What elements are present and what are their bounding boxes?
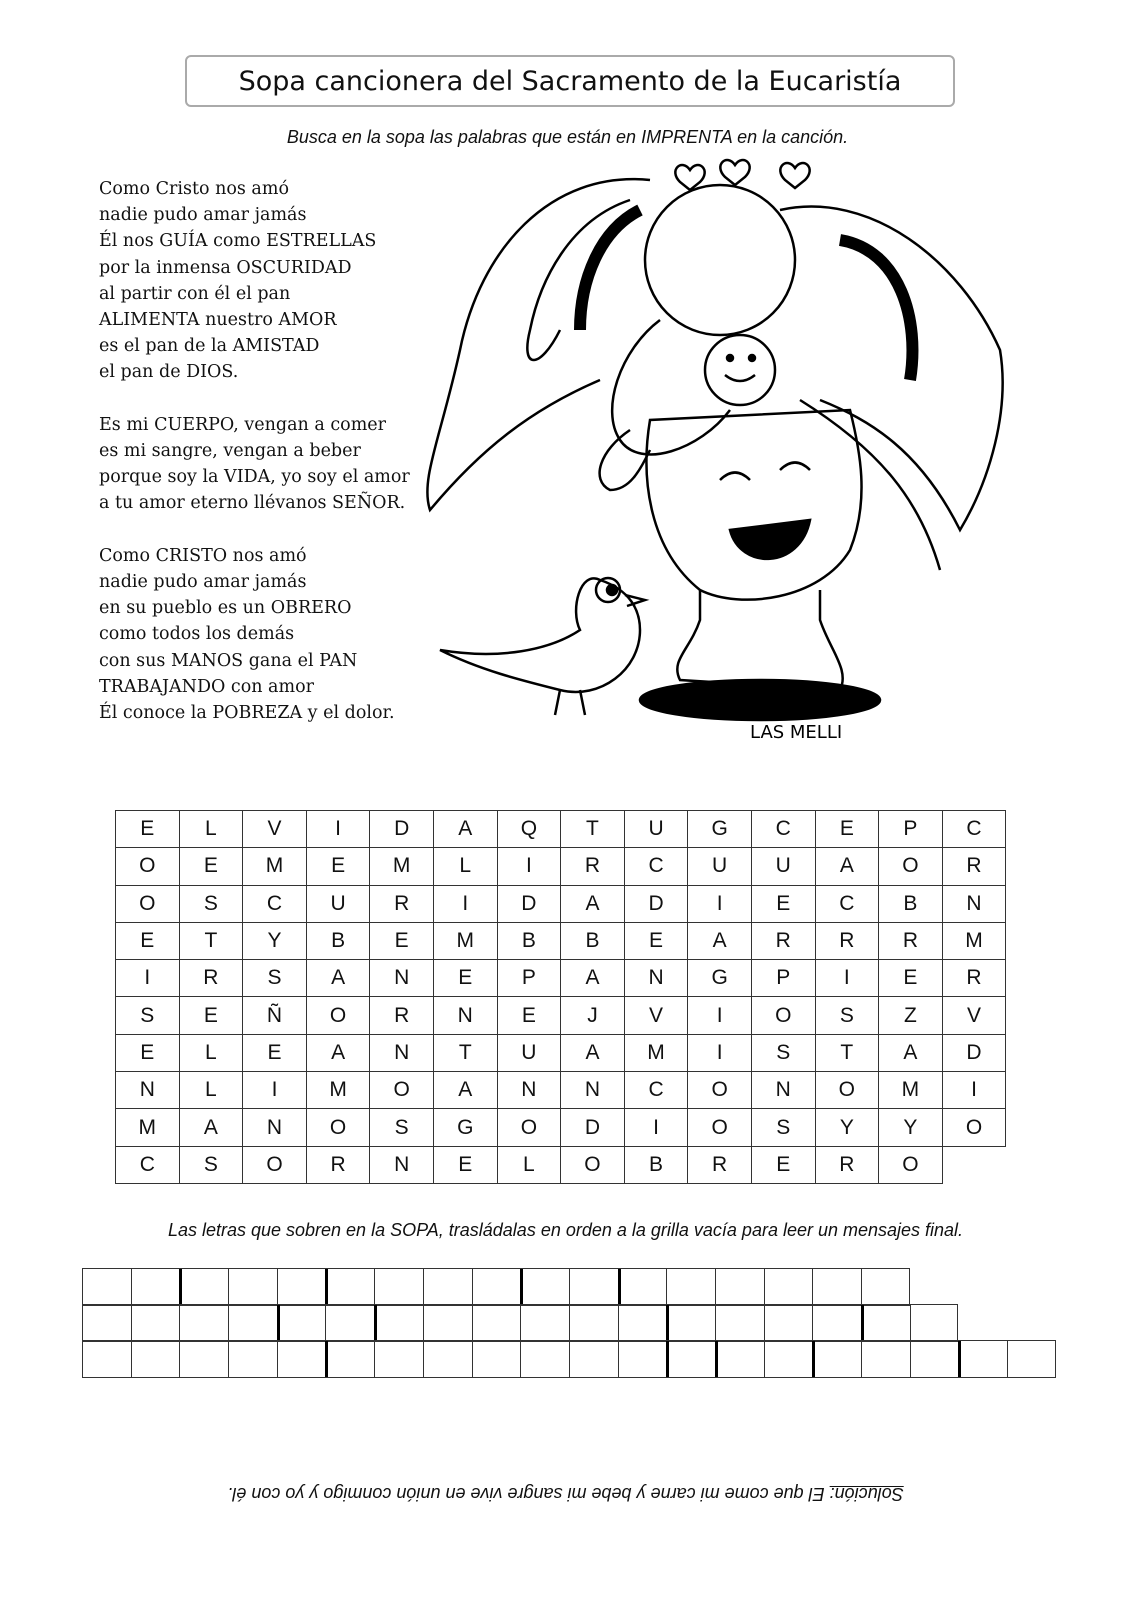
right-wing	[780, 207, 1003, 570]
grid-letter[interactable]: T	[561, 811, 625, 848]
grid-letter[interactable]: O	[688, 1072, 752, 1109]
grid-letter[interactable]: P	[497, 960, 561, 997]
grid-letter[interactable]: I	[433, 885, 497, 922]
answer-cell[interactable]	[861, 1305, 910, 1341]
grid-row	[116, 1146, 1006, 1183]
grid-letter[interactable]: R	[306, 1146, 370, 1183]
answer-cell[interactable]	[374, 1269, 423, 1305]
grid-letter[interactable]: U	[497, 1034, 561, 1071]
grid-letter[interactable]: G	[688, 811, 752, 848]
answer-cell[interactable]	[374, 1341, 423, 1377]
grid-letter[interactable]: R	[370, 997, 434, 1034]
answer-cell[interactable]	[861, 1269, 910, 1305]
answer-cell[interactable]	[958, 1341, 1007, 1377]
grid-letter[interactable]: V	[243, 811, 307, 848]
grid-letter[interactable]: D	[497, 885, 561, 922]
answer-cell[interactable]	[472, 1341, 521, 1377]
grid-letter[interactable]: I	[116, 960, 180, 997]
grid-row	[116, 885, 1006, 922]
answer-cell[interactable]	[179, 1341, 228, 1377]
answer-cell[interactable]	[131, 1305, 180, 1341]
grid-letter[interactable]: O	[306, 997, 370, 1034]
grid-letter[interactable]: A	[179, 1109, 243, 1146]
grid-letter[interactable]: C	[624, 1072, 688, 1109]
grid-letter[interactable]: R	[179, 960, 243, 997]
grid-letter[interactable]: M	[370, 848, 434, 885]
grid-letter[interactable]: O	[942, 1109, 1006, 1146]
grid-letter[interactable]: O	[116, 848, 180, 885]
answer-cell[interactable]	[131, 1269, 180, 1305]
grid-letter[interactable]: C	[751, 811, 815, 848]
lyric-line: a tu amor eterno llévanos SEÑOR.	[99, 493, 406, 514]
grid-letter[interactable]: A	[306, 1034, 370, 1071]
answer-cell[interactable]	[715, 1269, 764, 1305]
grid-letter[interactable]: V	[942, 997, 1006, 1034]
answer-cell[interactable]	[472, 1305, 521, 1341]
grid-letter[interactable]: V	[624, 997, 688, 1034]
grid-letter[interactable]: B	[624, 1146, 688, 1183]
grid-letter[interactable]: R	[942, 960, 1006, 997]
grid-letter[interactable]: A	[433, 1072, 497, 1109]
grid-letter[interactable]: A	[561, 885, 625, 922]
grid-letter[interactable]: R	[815, 922, 879, 959]
lyric-line: con sus MANOS gana el PAN	[99, 650, 358, 671]
grid-letter[interactable]: E	[433, 960, 497, 997]
grid-letter[interactable]: I	[942, 1072, 1006, 1109]
grid-row	[116, 997, 1006, 1034]
solution-label: Solución:	[829, 1484, 904, 1504]
lyric-line: TRABAJANDO con amor	[99, 676, 314, 697]
grid-letter[interactable]: I	[243, 1072, 307, 1109]
answer-cell[interactable]	[520, 1269, 569, 1305]
page-title: Sopa cancionera del Sacramento de la Eucaristía	[238, 65, 902, 97]
grid-letter[interactable]: A	[561, 960, 625, 997]
answer-cell[interactable]	[569, 1305, 618, 1341]
lyric-line: Es mi CUERPO, vengan a comer	[99, 414, 387, 435]
lyric-line: como todos los demás	[99, 624, 295, 645]
grid-letter[interactable]: J	[561, 997, 625, 1034]
grid-letter[interactable]: A	[688, 922, 752, 959]
lyric-line: porque soy la VIDA, yo soy el amor	[99, 467, 410, 488]
answer-cell[interactable]	[764, 1341, 813, 1377]
grid-row	[116, 1072, 1006, 1109]
answer-cell[interactable]	[666, 1305, 715, 1341]
answer-cell[interactable]	[910, 1305, 959, 1341]
answer-row	[82, 1340, 1056, 1378]
grid-letter[interactable]: N	[497, 1072, 561, 1109]
answer-cell[interactable]	[715, 1341, 764, 1377]
stanza	[99, 543, 410, 726]
grid-letter[interactable]: E	[751, 1146, 815, 1183]
grid-letter[interactable]: R	[688, 1146, 752, 1183]
answer-row	[82, 1304, 958, 1342]
angel	[600, 185, 795, 490]
grid-letter[interactable]: E	[179, 997, 243, 1034]
grid-row	[116, 922, 1006, 959]
grid-letter[interactable]: I	[688, 997, 752, 1034]
grid-letter[interactable]: I	[497, 848, 561, 885]
answer-cell[interactable]	[277, 1341, 326, 1377]
grid-letter[interactable]: E	[116, 922, 180, 959]
lyric-line: por la inmensa OSCURIDAD	[99, 257, 352, 278]
grid-letter[interactable]: A	[879, 1034, 943, 1071]
dove	[440, 578, 645, 715]
answer-cell[interactable]	[618, 1269, 667, 1305]
grid-letter[interactable]: Y	[243, 922, 307, 959]
answer-cell[interactable]	[423, 1341, 472, 1377]
grid-letter[interactable]: B	[879, 885, 943, 922]
grid-letter[interactable]: L	[497, 1146, 561, 1183]
song-lyrics	[99, 176, 410, 752]
grid-letter[interactable]: E	[306, 848, 370, 885]
grid-letter[interactable]: A	[815, 848, 879, 885]
lyric-line: Él conoce la POBREZA y el dolor.	[99, 703, 395, 724]
lyric-line: nadie pudo amar jamás	[99, 572, 307, 593]
answer-cell[interactable]	[861, 1341, 910, 1377]
word-search-grid	[115, 810, 1006, 1184]
grid-letter[interactable]: Q	[497, 811, 561, 848]
grid-letter[interactable]: E	[751, 885, 815, 922]
lyric-line: en su pueblo es un OBRERO	[99, 598, 352, 619]
lyric-line: Como Cristo nos amó	[99, 179, 289, 199]
lyric-line: al partir con él el pan	[99, 283, 291, 304]
grid-letter[interactable]: B	[497, 922, 561, 959]
grid-letter[interactable]: U	[306, 885, 370, 922]
grid-letter[interactable]: C	[815, 885, 879, 922]
upside-down-solution	[0, 1483, 1131, 1504]
grid-letter[interactable]: D	[370, 811, 434, 848]
grid-letter[interactable]: I	[688, 1034, 752, 1071]
angel-chalice-illustration	[400, 150, 1020, 750]
grid-letter[interactable]: U	[751, 848, 815, 885]
answer-cell[interactable]	[277, 1269, 326, 1305]
grid-letter[interactable]: I	[815, 960, 879, 997]
grid-letter[interactable]: T	[433, 1034, 497, 1071]
answer-cell[interactable]	[82, 1305, 131, 1341]
grid-letter[interactable]: S	[243, 960, 307, 997]
grid-letter[interactable]: I	[306, 811, 370, 848]
grid-letter[interactable]: B	[306, 922, 370, 959]
answer-cell[interactable]	[764, 1305, 813, 1341]
grid-letter[interactable]: S	[751, 1034, 815, 1071]
grid-letter[interactable]: R	[561, 848, 625, 885]
lyric-line: ALIMENTA nuestro AMOR	[99, 310, 337, 331]
grid-letter[interactable]: P	[879, 811, 943, 848]
grid-letter[interactable]: U	[688, 848, 752, 885]
grid-letter[interactable]: C	[243, 885, 307, 922]
grid-letter[interactable]: E	[624, 922, 688, 959]
answer-cell[interactable]	[228, 1341, 277, 1377]
answer-cell[interactable]	[618, 1341, 667, 1377]
grid-letter[interactable]: C	[116, 1146, 180, 1183]
grid-letter[interactable]: E	[179, 848, 243, 885]
grid-letter[interactable]: E	[116, 811, 180, 848]
answer-cell[interactable]	[374, 1305, 423, 1341]
grid-letter[interactable]: N	[751, 1072, 815, 1109]
lyric-line: es mi sangre, vengan a beber	[99, 441, 361, 462]
title-box	[185, 55, 955, 107]
grid-letter[interactable]: R	[751, 922, 815, 959]
grid-row	[116, 811, 1006, 848]
chalice	[640, 410, 880, 720]
grid-letter[interactable]: S	[116, 997, 180, 1034]
grid-row	[116, 1109, 1006, 1146]
grid-letter[interactable]: E	[879, 960, 943, 997]
grid-letter[interactable]: A	[561, 1034, 625, 1071]
grid-letter[interactable]: D	[942, 1034, 1006, 1071]
artist-signature: LAS MELLI	[750, 722, 843, 743]
answer-cell[interactable]	[569, 1269, 618, 1305]
lyric-line: Como CRISTO nos amó	[99, 545, 307, 566]
grid-letter[interactable]: A	[306, 960, 370, 997]
grid-letter[interactable]: M	[433, 922, 497, 959]
answer-cell[interactable]	[228, 1269, 277, 1305]
answer-cell[interactable]	[618, 1305, 667, 1341]
lyric-line: nadie pudo amar jamás	[99, 205, 307, 226]
answer-cell[interactable]	[520, 1305, 569, 1341]
grid-blank	[942, 1146, 1006, 1183]
grid-letter[interactable]: E	[243, 1034, 307, 1071]
grid-letter[interactable]: E	[116, 1034, 180, 1071]
solution-text: El que come mi carne y bebe mi sangre vive en unión conmigo y yo con él.	[227, 1484, 830, 1504]
left-wing	[427, 179, 650, 510]
grid-letter[interactable]: L	[179, 811, 243, 848]
grid-letter[interactable]: N	[116, 1072, 180, 1109]
grid-letter[interactable]: A	[433, 811, 497, 848]
grid-letter[interactable]: Y	[879, 1109, 943, 1146]
answer-cell[interactable]	[715, 1305, 764, 1341]
grid-letter[interactable]: I	[688, 885, 752, 922]
grid-letter[interactable]: O	[116, 885, 180, 922]
grid-letter[interactable]: B	[561, 922, 625, 959]
grid-letter[interactable]: T	[815, 1034, 879, 1071]
answer-cell[interactable]	[569, 1341, 618, 1377]
grid-letter[interactable]: S	[179, 885, 243, 922]
answer-cell[interactable]	[325, 1341, 374, 1377]
grid-letter[interactable]: Ñ	[243, 997, 307, 1034]
grid-letter[interactable]: N	[624, 960, 688, 997]
grid-letter[interactable]: L	[433, 848, 497, 885]
answer-cell[interactable]	[277, 1305, 326, 1341]
lyric-line: el pan de DIOS.	[99, 362, 239, 383]
grid-letter[interactable]: M	[942, 922, 1006, 959]
stanza	[99, 412, 410, 517]
grid-letter[interactable]: M	[624, 1034, 688, 1071]
answer-cell[interactable]	[812, 1269, 861, 1305]
grid-letter[interactable]: N	[561, 1072, 625, 1109]
grid-letter[interactable]: R	[879, 922, 943, 959]
grid-row	[116, 848, 1006, 885]
answer-cell[interactable]	[325, 1305, 374, 1341]
grid-letter[interactable]: N	[942, 885, 1006, 922]
grid-letter[interactable]: G	[433, 1109, 497, 1146]
grid-letter[interactable]: E	[497, 997, 561, 1034]
grid-letter[interactable]: M	[879, 1072, 943, 1109]
grid-letter[interactable]: Z	[879, 997, 943, 1034]
lyric-line: es el pan de la AMISTAD	[99, 336, 320, 357]
grid-letter[interactable]: L	[179, 1034, 243, 1071]
grid-letter[interactable]: O	[306, 1109, 370, 1146]
grid-letter[interactable]: R	[942, 848, 1006, 885]
grid-letter[interactable]: G	[688, 960, 752, 997]
grid-letter[interactable]: M	[306, 1072, 370, 1109]
answer-cell[interactable]	[764, 1269, 813, 1305]
answer-cell[interactable]	[1007, 1341, 1056, 1377]
grid-row	[116, 1034, 1006, 1071]
grid-letter[interactable]: O	[751, 997, 815, 1034]
answer-cell[interactable]	[228, 1305, 277, 1341]
answer-cell[interactable]	[179, 1269, 228, 1305]
answer-cell[interactable]	[423, 1305, 472, 1341]
heart-icons	[675, 160, 809, 190]
grid-letter[interactable]: D	[561, 1109, 625, 1146]
grid-row	[116, 960, 1006, 997]
grid-letter[interactable]: M	[116, 1109, 180, 1146]
grid-letter[interactable]: O	[497, 1109, 561, 1146]
grid-letter[interactable]: L	[179, 1072, 243, 1109]
answer-cell[interactable]	[179, 1305, 228, 1341]
answer-cell[interactable]	[82, 1341, 131, 1377]
grid-letter[interactable]: C	[942, 811, 1006, 848]
subtitle: Busca en la sopa las palabras que están en IMPRENTA en la canción.	[286, 127, 849, 147]
answer-cell[interactable]	[666, 1341, 715, 1377]
grid-letter[interactable]: I	[624, 1109, 688, 1146]
grid-letter[interactable]: S	[815, 997, 879, 1034]
grid-letter[interactable]: O	[879, 1146, 943, 1183]
grid-letter[interactable]: O	[370, 1072, 434, 1109]
grid-letter[interactable]: M	[243, 848, 307, 885]
grid-letter[interactable]: E	[433, 1146, 497, 1183]
answer-cell[interactable]	[520, 1341, 569, 1377]
grid-letter[interactable]: U	[624, 811, 688, 848]
answer-cell[interactable]	[131, 1341, 180, 1377]
grid-letter[interactable]: S	[370, 1109, 434, 1146]
stanza	[99, 176, 410, 386]
grid-letter[interactable]: S	[751, 1109, 815, 1146]
answer-cell[interactable]	[423, 1269, 472, 1305]
grid-letter[interactable]: O	[561, 1146, 625, 1183]
lyric-line: Él nos GUÍA como ESTRELLAS	[99, 231, 377, 252]
grid-letter[interactable]: E	[815, 811, 879, 848]
grid-letter[interactable]: O	[688, 1109, 752, 1146]
grid-letter[interactable]: Y	[815, 1109, 879, 1146]
answer-cell[interactable]	[666, 1269, 715, 1305]
grid-letter[interactable]: N	[433, 997, 497, 1034]
answer-row	[82, 1268, 910, 1306]
answer-cell[interactable]	[82, 1269, 131, 1305]
grid-letter[interactable]: N	[370, 1034, 434, 1071]
grid-letter[interactable]: D	[624, 885, 688, 922]
grid-letter[interactable]: O	[815, 1072, 879, 1109]
grid-letter[interactable]: N	[370, 960, 434, 997]
grid-letter[interactable]: P	[751, 960, 815, 997]
instruction-text: Las letras que sobren en la SOPA, trasládalas en orden a la grilla vacía para leer un mensajes final.	[167, 1220, 964, 1240]
grid-letter[interactable]: R	[815, 1146, 879, 1183]
grid-letter[interactable]: T	[179, 922, 243, 959]
grid-letter[interactable]: R	[370, 885, 434, 922]
answer-cell[interactable]	[472, 1269, 521, 1305]
answer-cell[interactable]	[812, 1305, 861, 1341]
grid-letter[interactable]: O	[879, 848, 943, 885]
grid-letter[interactable]: S	[179, 1146, 243, 1183]
answer-cell[interactable]	[910, 1341, 959, 1377]
grid-letter[interactable]: N	[243, 1109, 307, 1146]
grid-letter[interactable]: E	[370, 922, 434, 959]
grid-letter[interactable]: N	[370, 1146, 434, 1183]
grid-letter[interactable]: O	[243, 1146, 307, 1183]
grid-letter[interactable]: C	[624, 848, 688, 885]
answer-cell[interactable]	[812, 1341, 861, 1377]
answer-cell[interactable]	[325, 1269, 374, 1305]
